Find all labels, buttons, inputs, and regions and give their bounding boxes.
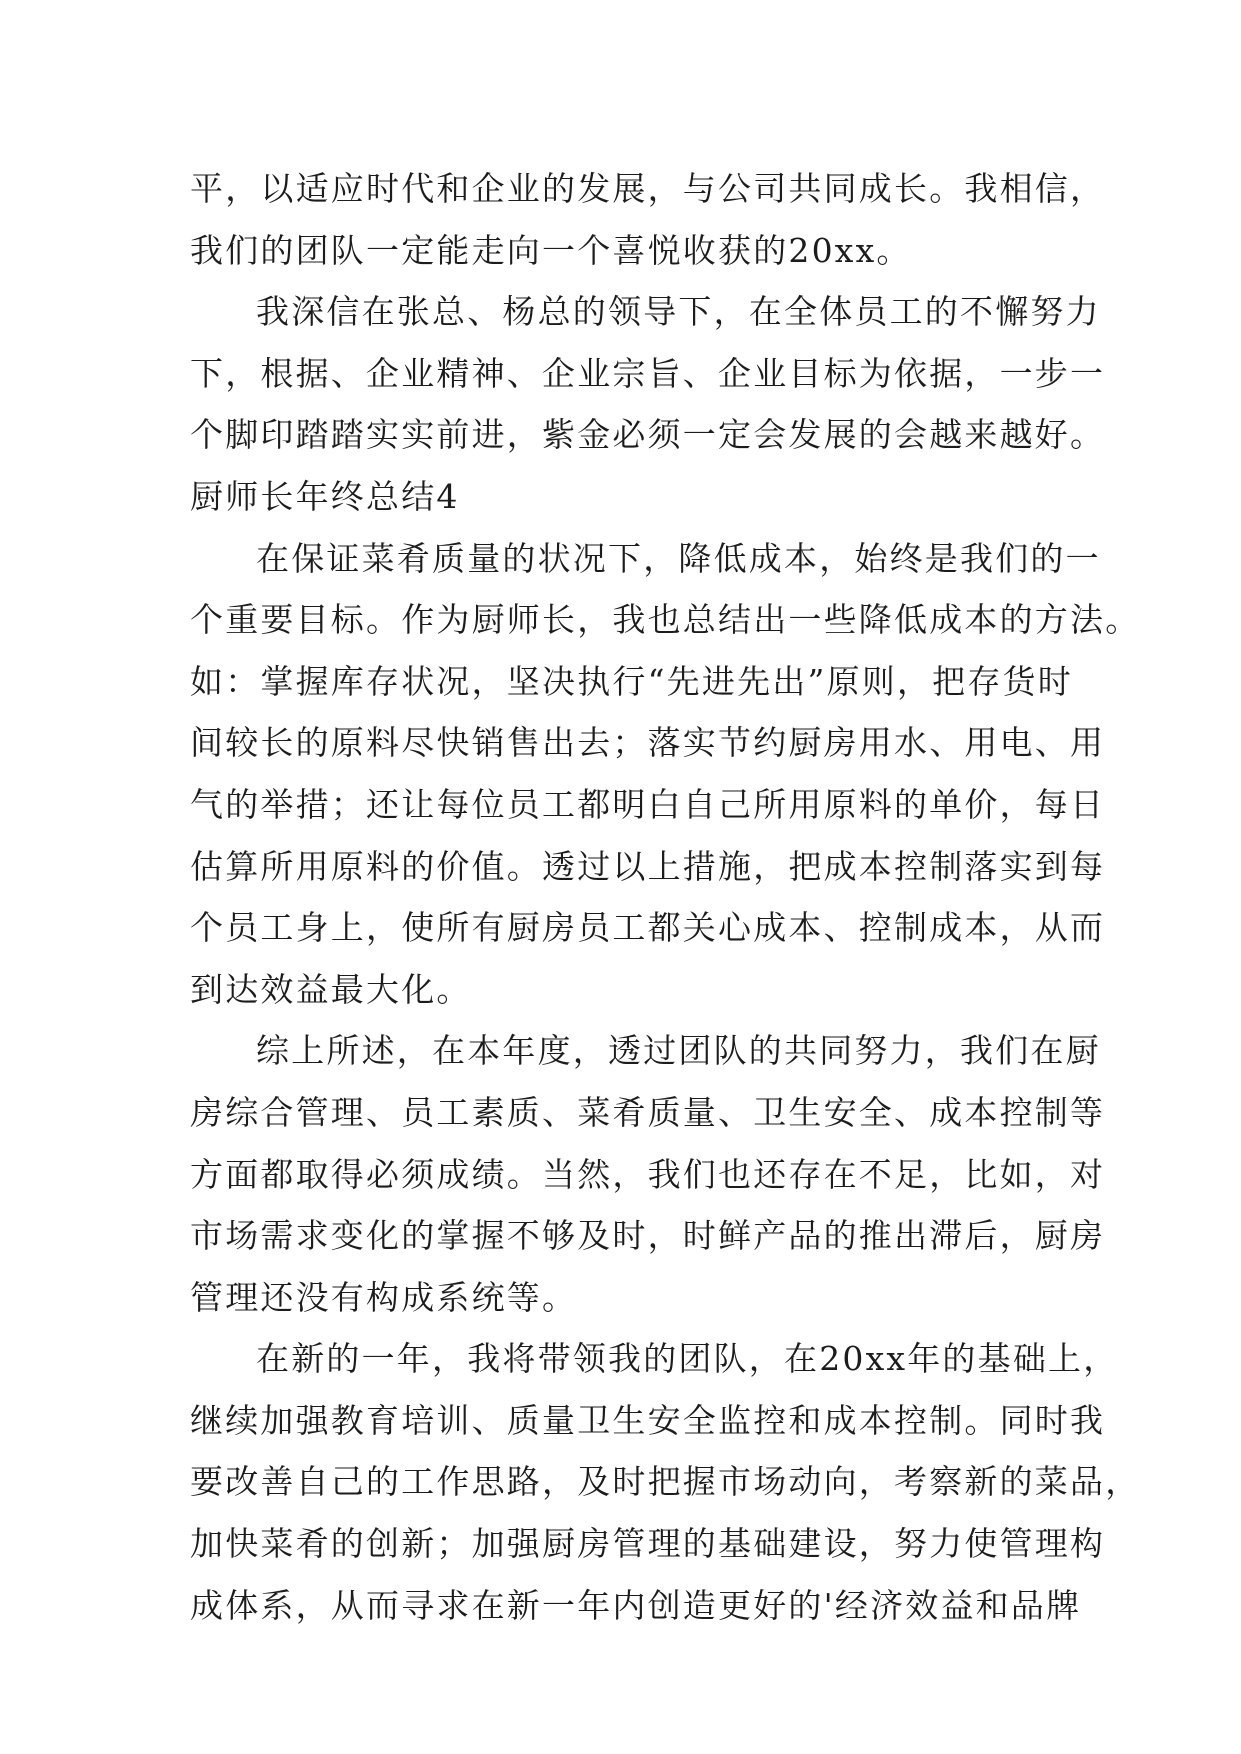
document-body [190, 158, 1141, 1636]
text-line: 要改善自己的工作思路，及时把握市场动向，考察新的菜品， [190, 1462, 1141, 1502]
paragraph-start-line: 在新的一年，我将带领我的团队，在20xx年的基础上， [256, 1339, 1119, 1379]
text-line: 估算所用原料的价值。透过以上措施，把成本控制落实到每 [190, 846, 1106, 886]
paragraph-start-line: 我深信在张总、杨总的领导下，在全体员工的不懈努力 [256, 292, 1101, 332]
text-line: 个员工身上，使所有厨房员工都关心成本、控制成本，从而 [190, 908, 1106, 948]
text-line: 如：掌握库存状况，坚决执行“先进先出”原则，把存货时 [190, 661, 1073, 701]
text-line: 间较长的原料尽快销售出去；落实节约厨房用水、用电、用 [190, 723, 1106, 763]
text-line: 市场需求变化的掌握不够及时，时鲜产品的推出滞后，厨房 [190, 1216, 1106, 1256]
text-line: 继续加强教育培训、质量卫生安全监控和成本控制。同时我 [190, 1400, 1106, 1440]
section-heading: 厨师长年终总结4 [190, 476, 460, 516]
text-line: 个重要目标。作为厨师长，我也总结出一些降低成本的方法。 [190, 600, 1141, 640]
text-line: 个脚印踏踏实实前进，紫金必须一定会发展的会越来越好。 [190, 415, 1106, 455]
text-line: 平，以适应时代和企业的发展，与公司共同成长。我相信， [190, 169, 1106, 208]
paragraph-start-line: 在保证菜肴质量的状况下，降低成本，始终是我们的一 [256, 538, 1101, 578]
paragraph-start-line: 综上所述，在本年度，透过团队的共同努力，我们在厨 [256, 1031, 1101, 1071]
text-line: 方面都取得必须成绩。当然，我们也还存在不足，比如，对 [190, 1154, 1106, 1194]
text-line: 下，根据、企业精神、企业宗旨、企业目标为依据，一步一 [190, 353, 1106, 393]
text-line: 成体系，从而寻求在新一年内创造更好的'经济效益和品牌 [190, 1585, 1082, 1625]
text-line: 管理还没有构成系统等。 [190, 1277, 578, 1317]
text-line: 我们的团队一定能走向一个喜悦收获的20xx。 [190, 230, 912, 270]
text-line: 加快菜肴的创新；加强厨房管理的基础建设，努力使管理构 [190, 1524, 1106, 1564]
text-line: 气的举措；还让每位员工都明白自己所用原料的单价，每日 [190, 784, 1106, 824]
text-line: 到达效益最大化。 [190, 969, 472, 1009]
text-line: 房综合管理、员工素质、菜肴质量、卫生安全、成本控制等 [190, 1092, 1106, 1132]
